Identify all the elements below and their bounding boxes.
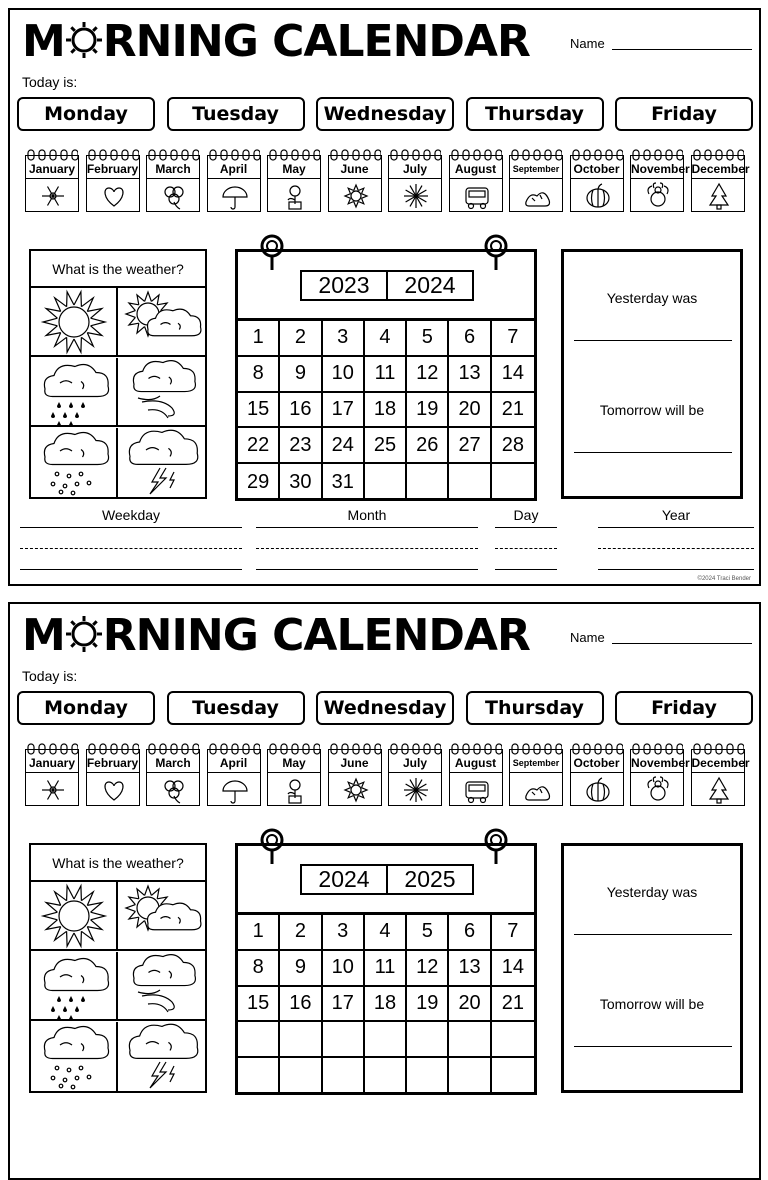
weather-option[interactable] [31,288,118,357]
empty-cell [238,1022,280,1058]
field-day[interactable] [495,507,557,570]
month-december[interactable] [690,742,750,808]
date-cell[interactable]: 14 [492,951,534,987]
date-cell[interactable]: 26 [407,428,449,464]
binder-rings-icon [390,148,441,160]
date-cell[interactable]: 17 [323,393,365,429]
worksheet-2023-2024 [8,8,761,586]
month-august[interactable] [448,148,505,214]
month-december[interactable] [690,148,750,214]
field-line [20,569,242,570]
date-cell[interactable]: 7 [492,915,534,951]
binder-rings-icon [148,148,199,160]
month-card [207,155,261,212]
month-label: October [571,756,623,773]
month-icon [280,776,310,804]
empty-cell [492,1022,534,1058]
date-cell[interactable]: 28 [492,428,534,464]
calendar-ring-icon [258,232,286,272]
month-icon [643,776,673,804]
yesterday-tomorrow-box [561,249,743,499]
binder-rings-icon [451,742,502,754]
date-cell[interactable]: 4 [365,915,407,951]
empty-cell [407,464,449,500]
date-cell[interactable]: 20 [449,987,491,1023]
month-icon [643,182,673,210]
month-icon [401,776,431,804]
month-label: August [450,756,502,773]
field-weekday[interactable] [20,507,242,570]
date-cell[interactable]: 21 [492,987,534,1023]
year-option[interactable]: 2024 [386,272,472,299]
tomorrow-label: Tomorrow will be [599,402,705,418]
worksheet-title [22,16,530,68]
empty-cell [323,1022,365,1058]
binder-rings-icon [27,742,78,754]
weather-option[interactable] [118,288,205,357]
month-icon [583,182,613,210]
weather-option[interactable] [31,882,118,951]
month-icon [38,776,68,804]
month-card [449,155,503,212]
month-card [449,749,503,806]
month-september[interactable] [508,742,565,808]
month-icon [522,776,552,804]
month-september[interactable] [508,148,565,214]
month-label: November [631,162,683,179]
empty-cell [407,1058,449,1094]
month-icon [704,776,734,804]
binder-rings-icon [572,148,623,160]
name-field[interactable] [612,643,752,644]
month-card [207,749,261,806]
month-label: December [692,162,744,179]
field-line [256,569,478,570]
year-options [300,864,474,895]
weekday-friday[interactable]: Friday [615,97,753,131]
weekday-tuesday[interactable]: Tuesday [167,691,305,725]
binder-rings-icon [632,148,683,160]
month-card [267,749,321,806]
binder-rings-icon [148,742,199,754]
month-january[interactable] [24,742,81,808]
month-april[interactable] [206,148,263,214]
month-icon [704,182,734,210]
month-card [25,749,79,806]
month-march[interactable] [145,148,202,214]
weather-title: What is the weather? [31,251,205,288]
field-line [598,569,754,570]
month-label: January [26,162,78,179]
month-card [388,155,442,212]
empty-cell [365,1058,407,1094]
weather-title: What is the weather? [31,845,205,882]
weekday-wednesday[interactable]: Wednesday [316,97,454,131]
month-icon [159,182,189,210]
field-line [495,569,557,570]
binder-rings-icon [511,148,562,160]
binder-rings-icon [269,742,320,754]
month-may[interactable] [266,742,323,808]
weather-grid [31,288,205,497]
binder-rings-icon [88,742,139,754]
title-rest: RNING CALENDAR [102,610,530,661]
date-cell[interactable]: 8 [238,951,280,987]
year-option[interactable]: 2024 [318,866,370,892]
empty-cell [449,464,491,500]
month-icon [341,182,371,210]
calendar-ring-icon [482,826,510,866]
binder-rings-icon [88,148,139,160]
month-label: May [268,162,320,179]
month-june[interactable] [327,742,384,808]
month-november[interactable] [629,148,690,214]
month-icon [220,776,250,804]
date-cell[interactable]: 9 [280,951,322,987]
date-cell[interactable]: 18 [365,987,407,1023]
month-label: March [147,162,199,179]
month-label: November [631,756,683,773]
date-cell[interactable]: 11 [365,951,407,987]
month-january[interactable] [24,148,81,214]
date-cell[interactable]: 14 [492,357,534,393]
date-cell[interactable]: 12 [407,357,449,393]
month-label: April [208,162,260,179]
empty-cell [323,1058,365,1094]
name-field[interactable] [612,49,752,50]
weather-option[interactable] [31,1022,118,1091]
copyright-text: ©2024 Traci Bender [697,576,751,582]
date-cell[interactable]: 7 [492,321,534,357]
date-calendar [235,843,537,1095]
today-label: Today is: [22,668,78,684]
month-card [388,749,442,806]
date-cell[interactable]: 22 [238,428,280,464]
month-options [24,148,754,218]
weather-grid [31,882,205,1091]
field-dashed-line [256,548,478,549]
weekday-friday[interactable]: Friday [615,691,753,725]
name-label: Name [570,36,605,51]
date-cell[interactable]: 9 [280,357,322,393]
month-icon [99,182,129,210]
month-label: July [389,162,441,179]
month-august[interactable] [448,742,505,808]
tomorrow-answer-line[interactable] [574,1046,732,1047]
month-options [24,742,754,812]
date-cell[interactable]: 3 [323,915,365,951]
date-cell[interactable]: 21 [492,393,534,429]
year-option[interactable]: 2025 [386,866,472,893]
month-card [267,155,321,212]
field-label: Month [347,507,387,523]
date-cell[interactable]: 20 [449,393,491,429]
empty-cell [407,1022,449,1058]
weekday-tuesday[interactable]: Tuesday [167,97,305,131]
date-cell[interactable]: 15 [238,393,280,429]
month-icon [583,776,613,804]
title-letter-m: M [22,16,65,67]
empty-cell [449,1022,491,1058]
binder-rings-icon [632,742,683,754]
date-cell[interactable]: 18 [365,393,407,429]
binder-rings-icon [209,742,260,754]
month-label: August [450,162,502,179]
month-june[interactable] [327,148,384,214]
date-cell[interactable]: 11 [365,357,407,393]
binder-rings-icon [209,148,260,160]
field-line [495,527,557,528]
yesterday-label: Yesterday was [606,884,698,900]
month-card [691,155,750,212]
month-card [146,749,200,806]
month-icon [159,776,189,804]
yesterday-label: Yesterday was [606,290,698,306]
empty-cell [280,1022,322,1058]
weekday-monday[interactable]: Monday [17,97,155,131]
binder-rings-icon [693,742,744,754]
month-label: February [87,162,139,179]
month-card [509,749,563,806]
month-label: February [87,756,139,773]
date-cell[interactable]: 10 [323,951,365,987]
calendar-ring-icon [258,826,286,866]
field-line [20,527,242,528]
date-grid [238,318,534,500]
empty-cell [238,1058,280,1094]
month-label: January [26,756,78,773]
worksheet-title [22,610,530,662]
year-option[interactable]: 2023 [318,272,370,298]
empty-cell [449,1058,491,1094]
storm-icon [118,484,205,501]
month-february[interactable] [85,148,142,214]
date-cell[interactable]: 4 [365,321,407,357]
date-cell[interactable]: 6 [449,321,491,357]
month-icon [99,776,129,804]
month-november[interactable] [629,742,690,808]
date-cell[interactable]: 5 [407,321,449,357]
yesterday-answer-line[interactable] [574,934,732,935]
yesterday-tomorrow-box [561,843,743,1093]
date-cell[interactable]: 16 [280,393,322,429]
month-card [630,155,690,212]
worksheet-2024-2025 [8,602,761,1180]
weekday-monday[interactable]: Monday [17,691,155,725]
writing-fields [10,507,759,586]
weather-box [29,249,207,499]
field-line [598,527,754,528]
date-cell[interactable]: 6 [449,915,491,951]
snow-icon [31,484,118,501]
weather-option[interactable] [118,882,205,951]
date-cell[interactable]: 25 [365,428,407,464]
calendar-ring-icon [482,232,510,272]
field-dashed-line [495,548,557,549]
date-cell[interactable]: 17 [323,987,365,1023]
binder-rings-icon [451,148,502,160]
storm-icon [118,1078,205,1095]
field-dashed-line [598,548,754,549]
month-label: July [389,756,441,773]
empty-cell [492,1058,534,1094]
month-card [509,155,563,212]
today-label: Today is: [22,74,78,90]
date-cell[interactable]: 27 [449,428,491,464]
month-card [570,749,624,806]
month-label: December [692,756,744,773]
month-october[interactable] [569,148,626,214]
binder-rings-icon [27,148,78,160]
sun-icon [66,18,102,54]
field-month[interactable] [256,507,478,570]
date-cell[interactable]: 2 [280,915,322,951]
month-label: September [510,756,562,773]
field-label: Day [513,507,539,523]
binder-rings-icon [330,148,381,160]
date-cell[interactable]: 10 [323,357,365,393]
month-july[interactable] [387,148,444,214]
date-cell[interactable]: 13 [449,357,491,393]
date-cell[interactable]: 1 [238,321,280,357]
weekday-thursday[interactable]: Thursday [466,97,604,131]
month-may[interactable] [266,148,323,214]
date-cell[interactable]: 15 [238,987,280,1023]
empty-cell [365,1022,407,1058]
weekday-options [17,97,757,133]
month-july[interactable] [387,742,444,808]
month-card [25,155,79,212]
month-icon [220,182,250,210]
sun-icon [66,612,102,648]
month-february[interactable] [85,742,142,808]
weather-option[interactable] [118,952,205,1021]
date-cell[interactable]: 30 [280,464,322,500]
date-cell[interactable]: 19 [407,393,449,429]
date-calendar [235,249,537,501]
date-cell[interactable]: 31 [323,464,365,500]
month-icon [341,776,371,804]
field-label: Weekday [101,507,161,523]
binder-rings-icon [390,742,441,754]
date-cell[interactable]: 24 [323,428,365,464]
month-label: June [329,756,381,773]
month-label: September [510,162,562,179]
weather-option[interactable] [118,358,205,427]
month-label: April [208,756,260,773]
month-label: June [329,162,381,179]
month-icon [522,182,552,210]
month-card [570,155,624,212]
date-grid [238,912,534,1094]
month-icon [38,182,68,210]
binder-rings-icon [511,742,562,754]
weather-box [29,843,207,1093]
field-line [256,527,478,528]
weather-option[interactable] [31,358,118,427]
field-dashed-line [20,548,242,549]
field-year[interactable] [598,507,754,570]
month-icon [462,776,492,804]
yesterday-answer-line[interactable] [574,340,732,341]
month-icon [462,182,492,210]
name-label: Name [570,630,605,645]
empty-cell [280,1058,322,1094]
date-cell[interactable]: 13 [449,951,491,987]
date-cell[interactable]: 1 [238,915,280,951]
year-options [300,270,474,301]
empty-cell [365,464,407,500]
snow-icon [31,1078,118,1095]
weather-option[interactable] [118,1022,205,1091]
month-icon [401,182,431,210]
tomorrow-answer-line[interactable] [574,452,732,453]
month-october[interactable] [569,742,626,808]
date-cell[interactable]: 8 [238,357,280,393]
month-april[interactable] [206,742,263,808]
month-label: October [571,162,623,179]
date-cell[interactable]: 5 [407,915,449,951]
month-march[interactable] [145,742,202,808]
title-rest: RNING CALENDAR [102,16,530,67]
binder-rings-icon [269,148,320,160]
month-card [146,155,200,212]
weekday-options [17,691,757,727]
date-cell[interactable]: 23 [280,428,322,464]
binder-rings-icon [693,148,744,160]
month-card [86,749,140,806]
weather-option[interactable] [31,428,118,497]
month-card [691,749,750,806]
binder-rings-icon [572,742,623,754]
weather-option[interactable] [31,952,118,1021]
weather-option[interactable] [118,428,205,497]
month-label: March [147,756,199,773]
month-icon [280,182,310,210]
tomorrow-label: Tomorrow will be [599,996,705,1012]
field-label: Year [661,507,691,523]
month-card [630,749,690,806]
empty-cell [492,464,534,500]
month-card [328,749,382,806]
month-label: May [268,756,320,773]
binder-rings-icon [330,742,381,754]
date-cell[interactable]: 16 [280,987,322,1023]
date-cell[interactable]: 3 [323,321,365,357]
date-cell[interactable]: 2 [280,321,322,357]
date-cell[interactable]: 19 [407,987,449,1023]
month-card [86,155,140,212]
title-letter-m: M [22,610,65,661]
date-cell[interactable]: 29 [238,464,280,500]
weekday-thursday[interactable]: Thursday [466,691,604,725]
weekday-wednesday[interactable]: Wednesday [316,691,454,725]
date-cell[interactable]: 12 [407,951,449,987]
month-card [328,155,382,212]
